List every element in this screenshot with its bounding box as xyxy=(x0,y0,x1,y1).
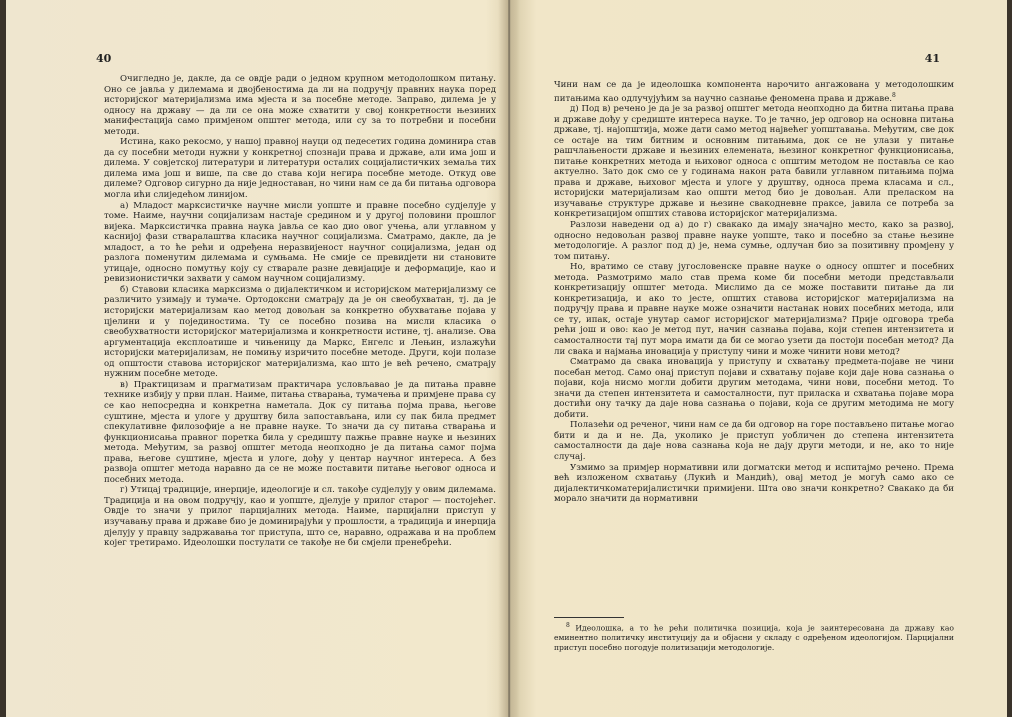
page-number: 41 xyxy=(924,52,940,65)
text-column xyxy=(104,74,496,549)
paragraph: д) Под в) речено је да је за развој општег метода неопходно да битна питања права и државе дођу у средиште интереса науке. То је тачно, јер одговор на основна питања државе, тј. најопштија, може дати само метод највећег уопштавања. Међутим, све док се остаје на тим битним и основним питањима, док се не улази у питање рашчлањености државе и њезиних елемената, њезиног конкретног функционисања, питање конкретних метода и њиховог односа с општим методом не поставља се као актуелно. Зато док смо се у годинама након рата бавили углавном питањима појма права и државе, њиховог мјеста и улоге у друштву, односа према класама и сл., историјски материјализам као општи метод био је довољан. Али преласком на изучавање структуре државе и њезине свакодневне праксе, јавила се потреба за конкретизацијом општих ставова историјског материјализма. xyxy=(554,103,954,220)
paragraph: б) Ставови класика марксизма о дијалектичком и историјском материјализму се различито узимају и тумаче. Ортодоксни сматрају да је он свеобухватан, тј. да је историјски материјализам као метод довољан за конкретно обухватање појава у цјелини и у појединостима. Ту се посебно позива на мисли класика о свеобухватности историјског материјализма и конкретности истине, тј. анализе. Ова аргументација експлоатише и чињеницу да Маркс, Енгелс и Лењин, излажући историјски материјализам, не помињу изричито посебне методе. Други, који полазе од општости ставова историјског материјализма, као што је већ речено, сматрају нужним посебне методе. xyxy=(104,284,496,380)
footnote xyxy=(554,621,954,652)
paragraph: Полазећи од реченог, чини нам се да би одговор на горе постављено питање могао бити и да и не. Да, уколико је приступ уобличен до степена интензитета самосталности да даје нова сазнања која не дају други методи, и не, ако то није случај. xyxy=(554,420,954,462)
paragraph: Узмимо за примјер нормативни или догматски метод и испитајмо речено. Према већ изложеном схватању (Лукић и Мандић), овај метод је могућ само ако се дијалектичкоматеријалистички примијени. Шта ово значи конкретно? Свакако да би морало значити да нормативни xyxy=(554,462,954,505)
paragraph: в) Практицизам и прагматизам практичара условљавао је да питања правне технике избију у први план. Наиме, питања стварања, тумачења и примјене права су се као непосредна и конкретна наметала. Док су питања појма права, његове суштине, мјеста и улоге у друштву била запостављана, или су пак била предмет спекулативне филозофије а не правне науке. То значи да су питања стварања и функционисања правног поретка била у средишту пажње правне науке и њезиних метода. Међутим, за развој општег метода неопходно је да питања самог појма права, његове суштине, мјеста и улоге, дођу у центар научног интереса. А без развоја општег метода наравно да се не може поставити питање његовог односа и посебних метода. xyxy=(104,379,496,485)
page-number: 40 xyxy=(96,52,112,65)
text-column xyxy=(554,80,954,505)
paragraph: Сматрамо да свака иновација у приступу и схватању предмета-појаве не чини посебан метод. Само онај приступ појави и схватању појаве који даје нова сазнања о појави, која нисмо могли добити другим методама, чини нови, посебни метод. То значи да степен интензитета и самосталности, пут приласка и схватања појаве мора достићи ону тачку да даје нова сазнања о појави, која се другим методима не могу добити. xyxy=(554,357,954,420)
footnote-rule xyxy=(554,617,624,618)
footnote-ref: 8 xyxy=(892,91,896,99)
footnotes xyxy=(554,621,954,652)
paragraph: Истина, како рекосмо, у нашој правној науци од педесетих година доминира став да су посебни методи нужни у конкретној спознаји права и државе, али има још и дилема. У совјетској литератури и литератури осталих социјалистичких земаља тих дилема има још и више, па све до става који негира посебне методе. Откуд ове дилеме? Одговор сигурно да није једноставан, но чини нам се да би питања одговора могла ићи слиједећом линијом. xyxy=(104,137,496,201)
footnote-text: Идеолошка, а то ће рећи политичка позиција, која је заинтересована да државу као еминентно политичку институцију да и објасни у складу с одређеном идеологијом. Парцијални приступ посебно погодује политизацији методологије. xyxy=(554,623,955,652)
paragraph: Разлози наведени од а) до г) свакако да имају значајно место, како за развој, односно недовољан развој правне науке уопште, тако и посебно за стање њезине методологије. А разлог под д) је, нема сумње, одлучан био за позитивну промјену у том питању. xyxy=(554,219,954,262)
right-page xyxy=(506,0,1012,717)
paragraph: Но, вратимо се ставу југословенске правне науке о односу општег и посебних метода. Размотримо мало став према коме би посебни методи представљали конкретизацију општег метода. Мислимо да се може поставити питање да ли конкретизација, и ако то јесте, општих ставова историјског материјализма на подручју права и правне науке може означити настанак нових посебних метода, или се ту, ипак, остаје унутар самог историјског материјализма? Прије одговора треба рећи још и ово: као је метод пут, начин сазнања појава, који степен интензитета и самосталности тај пут мора имати да би се могао узети да постоји посебан метод? Да ли свака и најмања иновација у приступу чини и може чинити нови метод? xyxy=(554,262,954,357)
right-edge xyxy=(1007,0,1012,717)
paragraph xyxy=(554,80,954,104)
paragraph: Очигледно је, дакле, да се овдје ради о једном крупном методолошком питању. Оно се јавља у дилемама и двојбеностима да ли на подручју правних наука поред историјског материјализма има мјеста и за посебне методе. Заправо, дилема је у односу на државу — да ли се она може схватити у свој конкретности њезиних манифестација само примјеном општег метода, или су за то потребни и посебни методи. xyxy=(104,74,496,137)
paragraph-text: Чини нам се да је идеолошка компонента нарочито ангажована у методолошким питањима као одлучујућим за научно сазнање феномена права и државе. xyxy=(554,80,954,104)
footnote-marker: 8 xyxy=(566,622,570,629)
paragraph: а) Младост марксистичке научне мисли уопште и правне посебно судјелује у томе. Наиме, научни социјализам настаје средином и у другој половини прошлог вијека. Марксистичка правна наука јавља се као дио овог учења, али углавном у каснијој фази стваралаштва класика научног социјализма. Сматрамо, дакле, да је младост, а то ће рећи и одређена неразвијеност научног социјализма, један од разлога поменутим дилемама и сумњама. Не смије се превидјети ни становите утицаје, односно помутњу коју су стварале разне девијације и деформације, као и ревизионистички захвати у самом научном социјализму. xyxy=(104,200,496,285)
paragraph: г) Утицај традиције, инерције, идеологије и сл. такође судјелују у овим дилемама. Традиција и на овом подручју, као и уопште, дјелује у прилог старог — постојећег. Овдје то значи у прилог парцијалних метода. Наиме, парцијални приступ у изучавању права и државе био је доминирајући у прошлости, а традиција и инерција дјелују у правцу задржавања тог приступа, што се, наравно, одражава и на проблем којег третирамо. Идеолошки постулати се такође не би смјели пренебрећи. xyxy=(104,485,496,549)
